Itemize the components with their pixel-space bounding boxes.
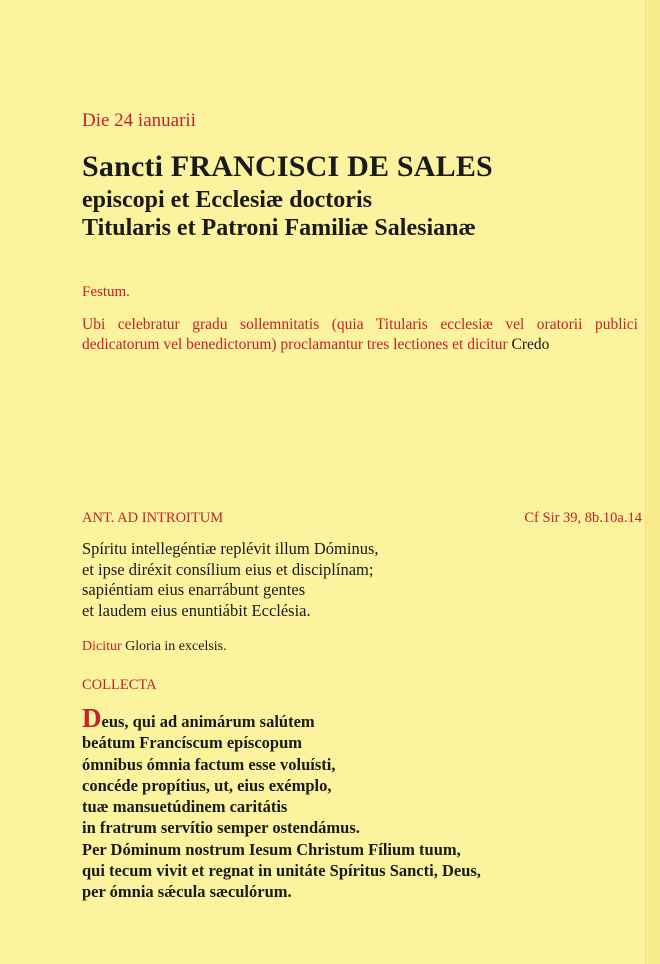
feast-title [82,148,493,242]
introit-antiphon [82,539,379,621]
rank-label: Festum. [82,284,130,300]
feast-date: Die 24 ianuarii [82,110,196,131]
introit-line: Spíritu intellegéntiæ replévit illum Dóminus, [82,539,379,558]
introit-line: sapiéntiam eius enarrábunt gentes [82,580,306,599]
gloria-text: Gloria in excelsis. [125,639,227,654]
collecta-first-line-text: eus, qui ad animárum salútem [101,712,315,731]
collecta-line: tuæ mansuetúdinem caritátis [82,797,288,817]
introit-line: et ipse diréxit consílium eius et disciplínam; [82,559,374,579]
title-subtitle-1: episcopi et Ecclesiæ doctoris [82,187,372,213]
collecta-heading: COLLECTA [82,677,157,693]
introit-reference: Cf Sir 39, 8b.10a.14 [524,510,642,526]
title-main: Sancti FRANCISCI DE SALES [82,150,493,183]
gloria-label: Dicitur [82,639,122,654]
collecta-first-line [82,703,481,733]
introit-line: et laudem eius enuntiábit Ecclésia. [82,600,311,620]
rubric-body: Ubi celebratur gradu sollemnitatis (quia Titularis ecclesiæ vel oratorii publici dedicatorum vel benedictorum) proclamantur tres lectiones et dicitur [82,316,638,353]
collecta-line: Per Dóminum nostrum Iesum Christum Fílium tuum, [82,839,461,859]
introit-heading: ANT. AD INTROITUM [82,510,224,526]
introit-heading-row [82,510,642,527]
collecta-line: in fratrum servítio semper ostendámus. [82,818,360,838]
collecta-line: concéde propítius, ut, eius exémplo, [82,775,332,795]
page-edge [645,0,660,964]
collecta-line: beátum Francíscum epíscopum [82,733,302,753]
collecta-line: ómnibus ómnia factum esse voluísti, [82,754,336,774]
collecta-line: per ómnia sǽcula sæculórum. [82,882,292,902]
title-subtitle-2: Titularis et Patroni Familiæ Salesianæ [82,215,476,241]
gloria-rubric [82,639,227,655]
collecta-line: qui tecum vivit et regnat in unitáte Spíritus Sancti, Deus, [82,861,481,881]
drop-initial: D [82,703,102,733]
rubric-text [82,315,638,355]
collecta-prayer [82,703,481,903]
rubric-credo: Credo [511,336,550,353]
